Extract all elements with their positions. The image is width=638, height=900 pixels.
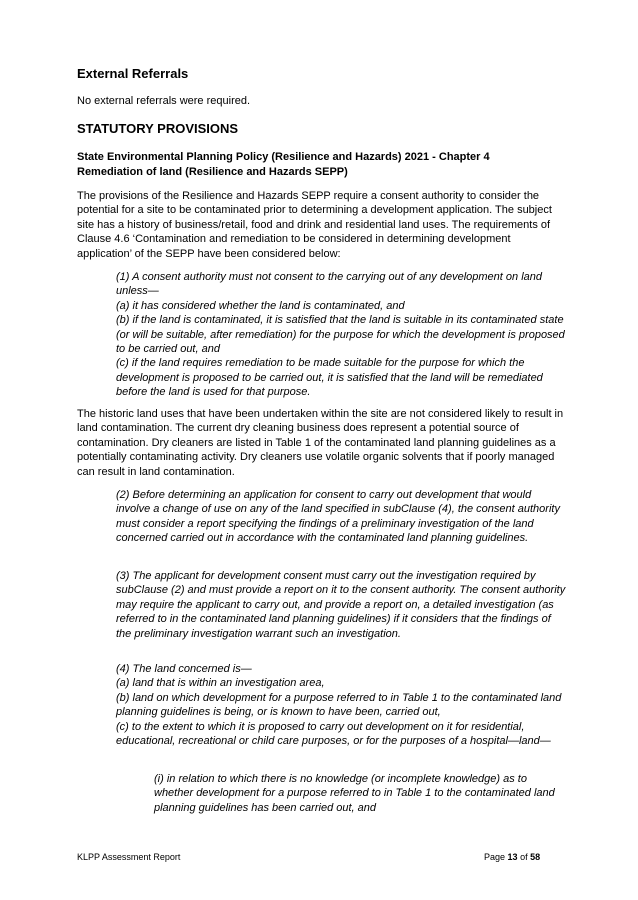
clause-2-quote: (2) Before determining an application for consent to carry out development that would involve a change of use on any of the land specified in subClause (4), the consent authority must consider a report specifying the findings of a preliminary investigation of the land concerned carried out in accordance with the contaminated land planning guidelines. — [116, 489, 560, 545]
clause-3-quote: (3) The applicant for development consent must carry out the investigation required by subClause (2) and must provide a report on it to the consent authority. The consent authority may require the applicant to carry out, and provide a report on, a detailed investigation (as referred to in the contaminated land planning guidelines) if it considers that the findings of the preliminary investigation warrant such an investigation. — [116, 570, 566, 640]
clause-1-b: (b) if the land is contaminated, it is satisfied that the land is suitable in its contaminated state (or will be suitable, after remediation) for the purpose for which the development is proposed to be carried out, and — [116, 314, 565, 356]
sepp-intro-paragraph: The provisions of the Resilience and Hazards SEPP require a consent authority to consider the potential for a site to be contaminated prior to determining a development application. The subject site has a history of business/retail, food and drink and residential land uses. The requirements of Clause 4.6 ‘Contamination and remediation to be considered in determining development application’ of the SEPP have been considered below: — [77, 190, 552, 260]
footer-of-label: of — [520, 852, 528, 862]
clause-4-quote — [116, 662, 566, 748]
historic-uses-paragraph: The historic land uses that have been undertaken within the site are not considered likely to result in land contamination. The current dry cleaning business does represent a potential source of contamination. Dry cleaners are listed in Table 1 of the contaminated land planning guidelines as a potentially contaminating activity. Dry cleaners use volatile organic solvents that if poorly managed can result in land contamination. — [77, 408, 564, 478]
footer-report-name: KLPP Assessment Report — [77, 852, 181, 862]
clause-1-lead: (1) A consent authority must not consent to the carrying out of any development on land unless— — [116, 271, 542, 298]
clause-4-c: (c) to the extent to which it is proposed to carry out development on it for residential, educational, recreational or child care purposes, or for the purposes of a hospital—land— — [116, 720, 551, 748]
external-referrals-text: No external referrals were required. — [77, 95, 251, 107]
clause-4-c-i: (i) in relation to which there is no knowledge (or incomplete knowledge) as to whether development for a purpose referred to in Table 1 to the contaminated land planning guidelines has been carried out, and — [154, 773, 555, 814]
external-referrals-heading: External Referrals — [77, 66, 189, 81]
clause-4-lead: (4) The land concerned is— — [116, 663, 252, 675]
sepp-heading: State Environmental Planning Policy (Resilience and Hazards) 2021 - Chapter 4 Remediation of land (Resilience and Hazards SEPP) — [77, 151, 490, 178]
clause-4-a: (a) land that is within an investigation area, — [116, 677, 325, 690]
clause-1-c: (c) if the land requires remediation to be made suitable for the purpose for which the development is proposed to be carried out, it is satisfied that the land will be remediated before the land is used for that purpose. — [116, 357, 543, 399]
statutory-provisions-heading: STATUTORY PROVISIONS — [77, 121, 239, 136]
footer-page-number — [484, 852, 540, 862]
clause-1-quote — [116, 270, 566, 400]
footer-current-page: 13 — [507, 852, 518, 862]
footer-total-pages: 58 — [530, 852, 541, 862]
clause-4-b: (b) land on which development for a purpose referred to in Table 1 to the contaminated land planning guidelines is being, or is known to have been, carried out, — [116, 691, 562, 719]
footer-page-label: Page — [484, 852, 506, 862]
clause-1-a: (a) it has considered whether the land is contaminated, and — [116, 299, 405, 312]
